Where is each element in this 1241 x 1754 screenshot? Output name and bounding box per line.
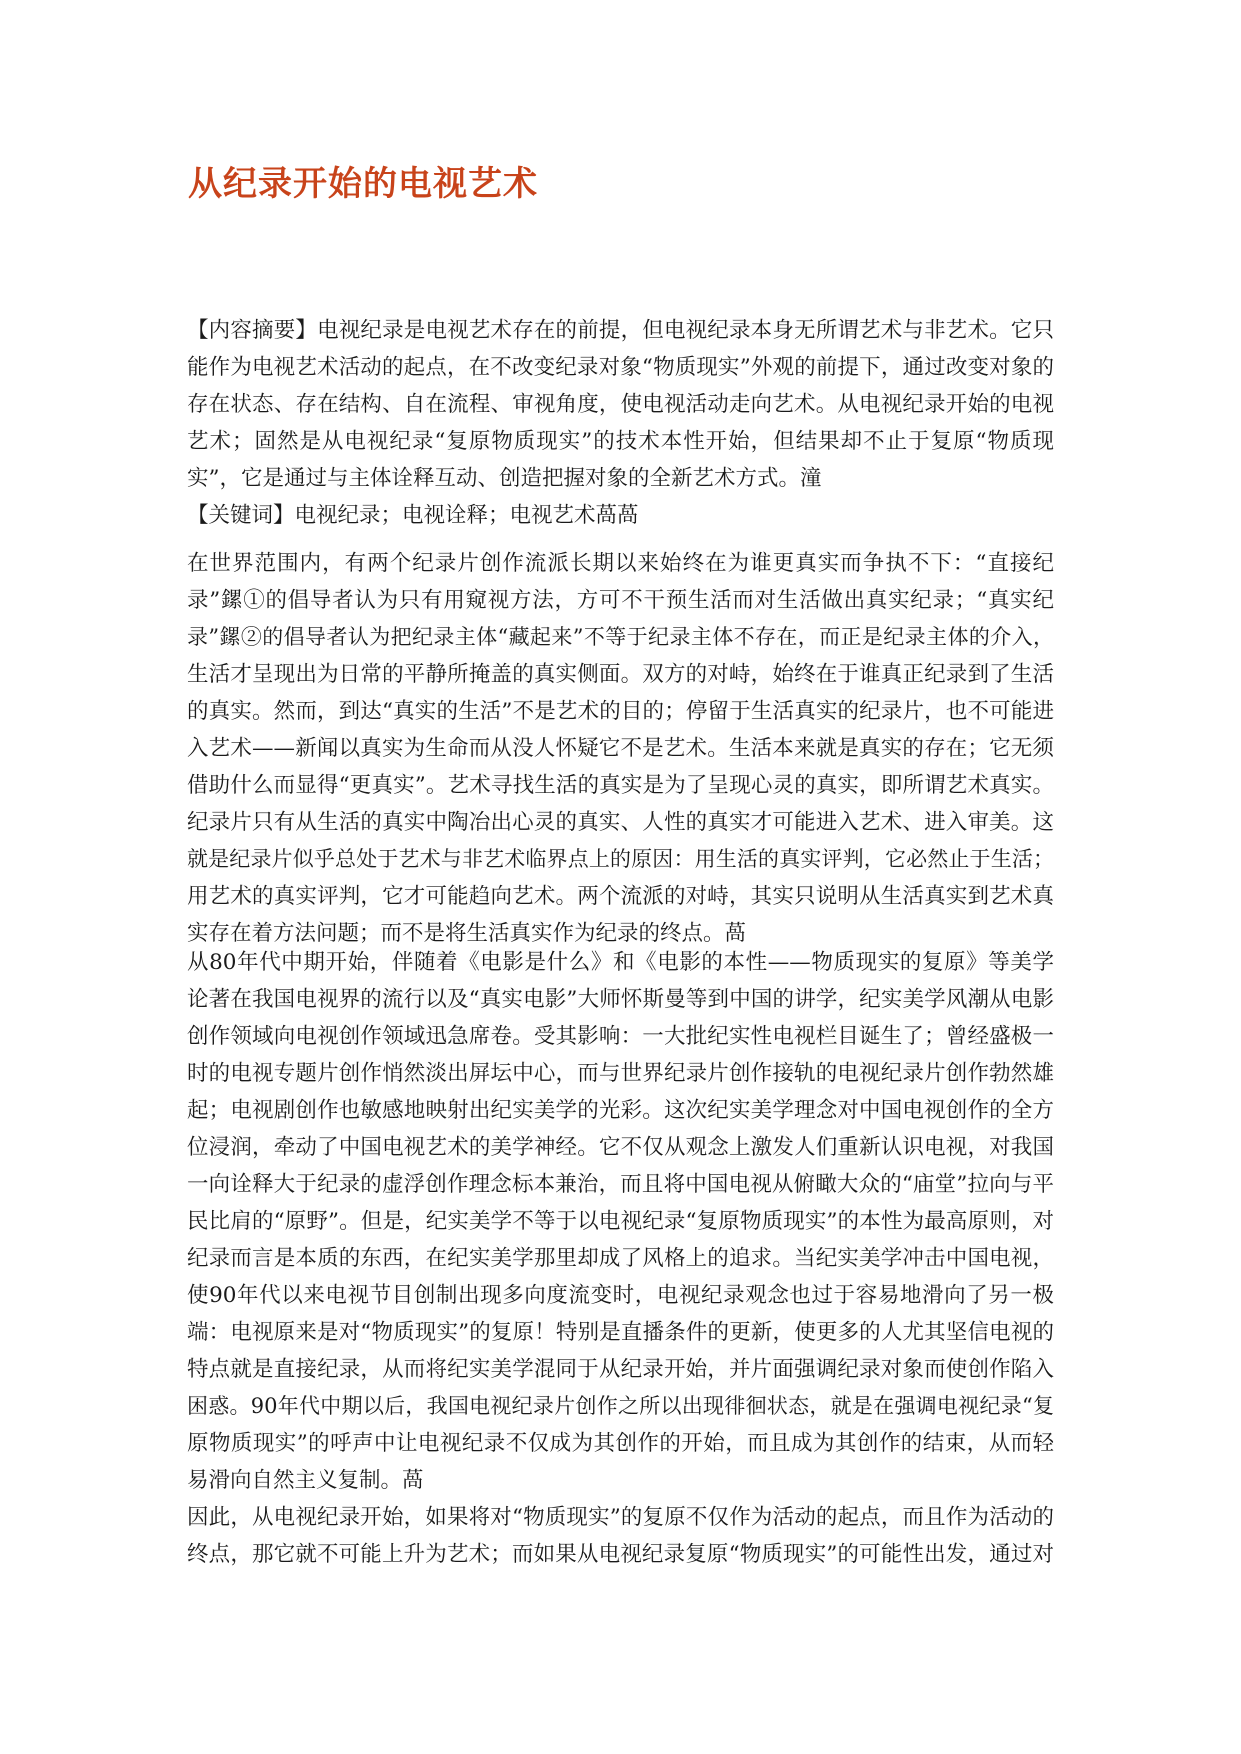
paragraph-line: 端：电视原来是对“物质现实”的复原！特别是直播条件的更新，使更多的人尤其坚信电视的 (187, 1320, 1054, 1345)
paragraph-line: 易滑向自然主义复制。萵 (187, 1468, 424, 1493)
paragraph-line: 时的电视专题片创作悄然淡出屏坛中心，而与世界纪录片创作接轨的电视纪录片创作勃然雄 (187, 1061, 1054, 1086)
abstract-section (187, 312, 1054, 534)
keywords-line: 【关键词】电视纪录；电视诠释；电视艺术萵萵 (187, 503, 639, 528)
paragraph-line: 位浸润，牵动了中国电视艺术的美学神经。它不仅从观念上激发人们重新认识电视，对我国 (187, 1135, 1054, 1160)
paragraph-line: 借助什么而显得“更真实”。艺术寻找生活的真实是为了呈现心灵的真实，即所谓艺术真实。 (187, 773, 1054, 798)
paragraph-line: 纪录而言是本质的东西，在纪实美学那里却成了风格上的追求。当纪实美学冲击中国电视， (187, 1246, 1054, 1271)
paragraph-line: 终点，那它就不可能上升为艺术；而如果从电视纪录复原“物质现实”的可能性出发，通过对 (187, 1542, 1054, 1567)
paragraph-line: 实存在着方法问题；而不是将生活真实作为纪录的终点。萵 (187, 921, 747, 946)
paragraph-line: 特点就是直接纪录，从而将纪实美学混同于从纪录开始，并片面强调纪录对象而使创作陷入 (187, 1357, 1054, 1382)
paragraph-line: 原物质现实”的呼声中让电视纪录不仅成为其创作的开始，而且成为其创作的结束，从而轻 (187, 1431, 1054, 1456)
abstract-line: 存在状态、存在结构、自在流程、审视角度，使电视活动走向艺术。从电视纪录开始的电视 (187, 392, 1054, 417)
body-paragraph-3 (187, 1499, 1054, 1573)
paragraph-line: 创作领域向电视创作领域迅急席卷。受其影响：一大批纪实性电视栏目诞生了；曾经盛极一 (187, 1024, 1054, 1049)
abstract-line: 能作为电视艺术活动的起点，在不改变纪录对象“物质现实”外观的前提下，通过改变对象的 (187, 355, 1054, 380)
paragraph-line: 就是纪录片似乎总处于艺术与非艺术临界点上的原因：用生活的真实评判，它必然止于生活； (187, 847, 1054, 871)
paragraph-line: 因此，从电视纪录开始，如果将对“物质现实”的复原不仅作为活动的起点，而且作为活动的 (187, 1505, 1054, 1530)
paragraph-line: 录”鏍②的倡导者认为把纪录主体“藏起来”不等于纪录主体不存在，而正是纪录主体的介入， (187, 625, 1054, 649)
paragraph-line: 困惑。90年代中期以后，我国电视纪录片创作之所以出现徘徊状态，就是在强调电视纪录“复 (187, 1394, 1054, 1418)
abstract-line: 艺术；固然是从电视纪录“复原物质现实”的技术本性开始，但结果却不止于复原“物质现 (187, 429, 1054, 454)
paragraph-line: 纪录片只有从生活的真实中陶冶出心灵的真实、人性的真实才可能进入艺术、进入审美。这 (187, 810, 1054, 835)
paragraph-line: 使90年代以来电视节目创制出现多向度流变时，电视纪录观念也过于容易地滑向了另一极 (187, 1283, 1054, 1308)
paragraph-line: 起；电视剧创作也敏感地映射出纪实美学的光彩。这次纪实美学理念对中国电视创作的全方 (187, 1098, 1054, 1123)
paragraph-line: 民比肩的“原野”。但是，纪实美学不等于以电视纪录“复原物质现实”的本性为最高原则，对 (187, 1209, 1054, 1234)
paragraph-line: 的真实。然而，到达“真实的生活”不是艺术的目的；停留于生活真实的纪录片，也不可能进 (187, 699, 1054, 724)
paragraph-line: 用艺术的真实评判，它才可能趋向艺术。两个流派的对峙，其实只说明从生活真实到艺术真 (187, 884, 1054, 909)
paragraph-line: 生活才呈现出为日常的平静所掩盖的真实侧面。双方的对峙，始终在于谁真正纪录到了生活 (187, 662, 1054, 687)
paragraph-line: 从80年代中期开始，伴随着《电影是什么》和《电影的本性——物质现实的复原》等美学 (187, 950, 1054, 975)
document-title: 从纪录开始的电视艺术 (188, 164, 538, 204)
abstract-line: 实”，它是通过与主体诠释互动、创造把握对象的全新艺术方式。潼 (187, 466, 822, 491)
body-paragraph-1 (187, 545, 1054, 952)
paragraph-line: 录”鏍①的倡导者认为只有用窥视方法，方可不干预生活而对生活做出真实纪录；“真实纪 (187, 588, 1054, 613)
abstract-line: 【内容摘要】电视纪录是电视艺术存在的前提，但电视纪录本身无所谓艺术与非艺术。它只 (187, 318, 1054, 343)
paragraph-line: 在世界范围内，有两个纪录片创作流派长期以来始终在为谁更真实而争执不下：“直接纪 (187, 551, 1054, 576)
paragraph-line: 入艺术——新闻以真实为生命而从没人怀疑它不是艺术。生活本来就是真实的存在；它无须 (187, 736, 1054, 761)
body-paragraph-2 (187, 944, 1054, 1499)
paragraph-line: 一向诠释大于纪录的虚浮创作理念标本兼治，而且将中国电视从俯瞰大众的“庙堂”拉向与平 (187, 1172, 1054, 1197)
paragraph-line: 论著在我国电视界的流行以及“真实电影”大师怀斯曼等到中国的讲学，纪实美学风潮从电影 (187, 987, 1054, 1012)
